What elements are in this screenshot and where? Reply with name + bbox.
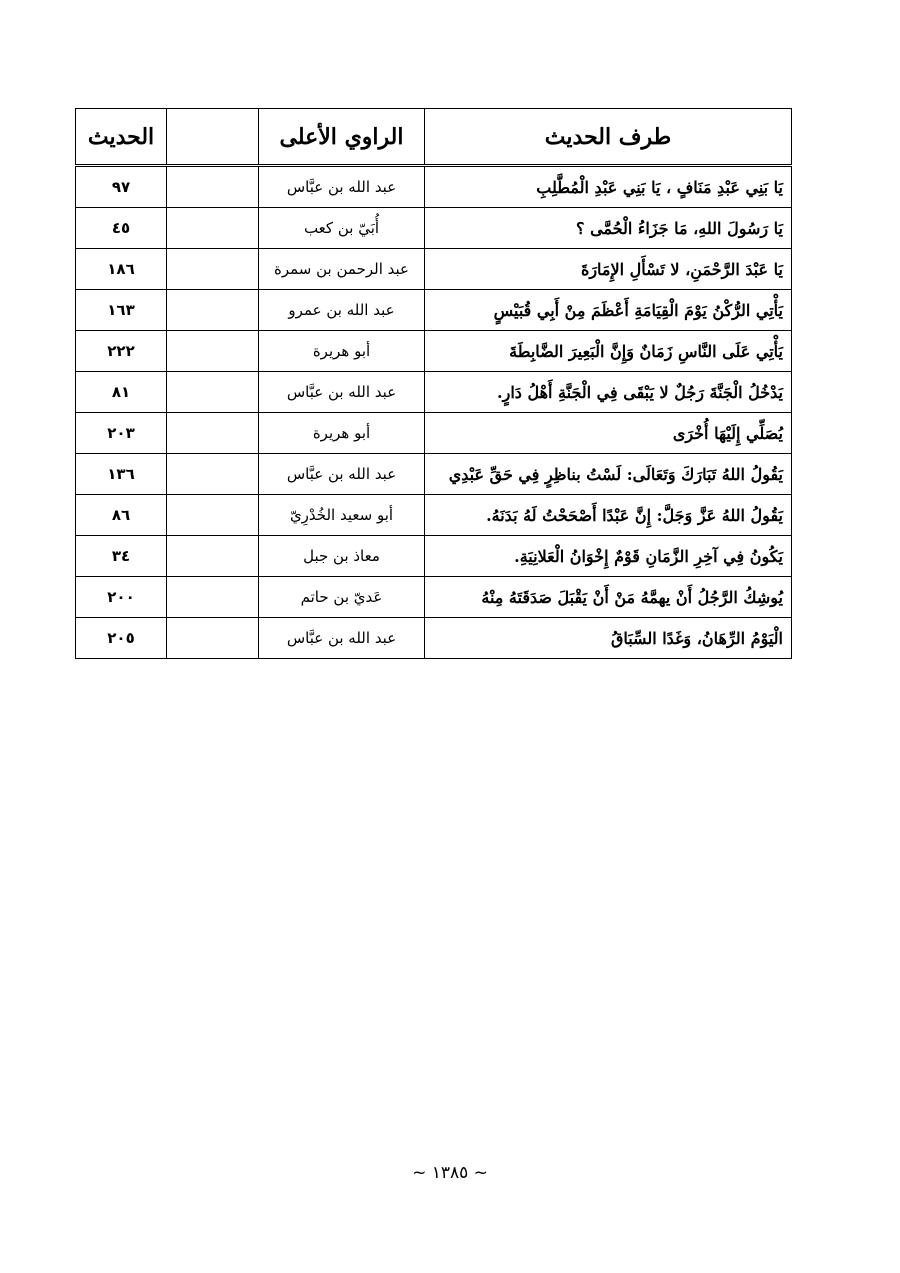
cell-narrator: عبد الله بن عبَّاس <box>259 618 425 659</box>
cell-hadith: يُصَلِّي إِلَيْهَا أُخْرَى <box>425 413 792 454</box>
table-row <box>76 618 792 659</box>
cell-narrator: معاذ بن جبل <box>259 536 425 577</box>
cell-number: ٢٠٣ <box>76 413 167 454</box>
page-number: ~ ١٣٨٥ ~ <box>412 1163 488 1183</box>
cell-hadith: يَقُولُ اللهُ تَبَارَكَ وَتَعَالَى: لَسْتُ بناظِرٍ فِي حَقِّ عَبْدِي <box>425 454 792 495</box>
cell-blank <box>167 495 259 536</box>
cell-narrator: عبد الرحمن بن سمرة <box>259 249 425 290</box>
cell-number: ٢٠٠ <box>76 577 167 618</box>
table-row <box>76 290 792 331</box>
cell-number: ٩٧ <box>76 166 167 208</box>
cell-blank <box>167 454 259 495</box>
cell-number: ١٦٣ <box>76 290 167 331</box>
header-number: الحديث <box>76 109 167 166</box>
cell-blank <box>167 208 259 249</box>
cell-narrator: عبد الله بن عمرو <box>259 290 425 331</box>
header-narrator: الراوي الأعلى <box>259 109 425 166</box>
cell-number: ١٨٦ <box>76 249 167 290</box>
header-hadith: طرف الحديث <box>425 109 792 166</box>
cell-blank <box>167 331 259 372</box>
cell-number: ٨٦ <box>76 495 167 536</box>
table-row <box>76 249 792 290</box>
cell-hadith: يَأْتِي الرُّكْنُ يَوْمَ الْقِيَامَةِ أَعْظَمَ مِنْ أَبِي قُبَيْسٍ <box>425 290 792 331</box>
cell-hadith: يُوشِكُ الرَّجُلُ أَنْ يهمَّهُ مَنْ أَنْ يَقْبَلَ صَدَقَتَهُ مِنْهُ <box>425 577 792 618</box>
cell-number: ٣٤ <box>76 536 167 577</box>
cell-blank <box>167 413 259 454</box>
cell-blank <box>167 166 259 208</box>
cell-hadith: يَأْتِي عَلَى النَّاسِ زَمَانٌ وَإِنَّ الْبَعِيرَ الضَّابِطَةَ <box>425 331 792 372</box>
hadith-index-table-container <box>75 108 791 659</box>
cell-hadith: يَدْخُلُ الْجَنَّةَ رَجُلٌ لا يَبْقَى فِي الْجَنَّةِ أَهْلُ دَارٍ. <box>425 372 792 413</box>
table-row <box>76 331 792 372</box>
table-row <box>76 413 792 454</box>
cell-narrator: أبو سعيد الخُدْرِيّ <box>259 495 425 536</box>
header-blank <box>167 109 259 166</box>
table-row <box>76 454 792 495</box>
cell-number: ٢٠٥ <box>76 618 167 659</box>
table-row <box>76 208 792 249</box>
cell-number: ٨١ <box>76 372 167 413</box>
cell-narrator: عبد الله بن عبَّاس <box>259 372 425 413</box>
cell-number: ١٣٦ <box>76 454 167 495</box>
cell-blank <box>167 290 259 331</box>
cell-blank <box>167 249 259 290</box>
cell-hadith: يَكُونُ فِي آخِرِ الزَّمَانِ قَوْمٌ إِخْوَانُ الْعَلانِيَةِ. <box>425 536 792 577</box>
table-row <box>76 372 792 413</box>
table-header-row <box>76 109 792 166</box>
cell-number: ٤٥ <box>76 208 167 249</box>
cell-narrator: أُبَيّ بن كعب <box>259 208 425 249</box>
cell-hadith: يَا رَسُولَ اللهِ، مَا جَزَاءُ الْحُمَّى ؟ <box>425 208 792 249</box>
cell-hadith: الْيَوْمُ الرِّهَانُ، وَغَدًا السِّبَاقُ <box>425 618 792 659</box>
hadith-index-table <box>75 108 792 659</box>
cell-blank <box>167 536 259 577</box>
table-row <box>76 495 792 536</box>
table-row <box>76 577 792 618</box>
cell-narrator: عبد الله بن عبَّاس <box>259 454 425 495</box>
cell-narrator: أبو هريرة <box>259 413 425 454</box>
cell-number: ٢٢٢ <box>76 331 167 372</box>
cell-blank <box>167 372 259 413</box>
cell-narrator: عبد الله بن عبَّاس <box>259 166 425 208</box>
cell-narrator: عَديّ بن حاتم <box>259 577 425 618</box>
cell-blank <box>167 577 259 618</box>
cell-narrator: أبو هريرة <box>259 331 425 372</box>
cell-hadith: يَا عَبْدَ الرَّحْمَنِ، لا تَسْأَلِ الإِمَارَةَ <box>425 249 792 290</box>
cell-hadith: يَا بَنِي عَبْدِ مَنَافٍ ، يَا بَنِي عَبْدِ الْمُطَّلِبِ <box>425 166 792 208</box>
table-row <box>76 166 792 208</box>
cell-hadith: يَقُولُ اللهُ عَزَّ وَجَلَّ: إِنَّ عَبْدًا أَصْحَحْتُ لَهُ بَدَنَهُ. <box>425 495 792 536</box>
table-row <box>76 536 792 577</box>
cell-blank <box>167 618 259 659</box>
